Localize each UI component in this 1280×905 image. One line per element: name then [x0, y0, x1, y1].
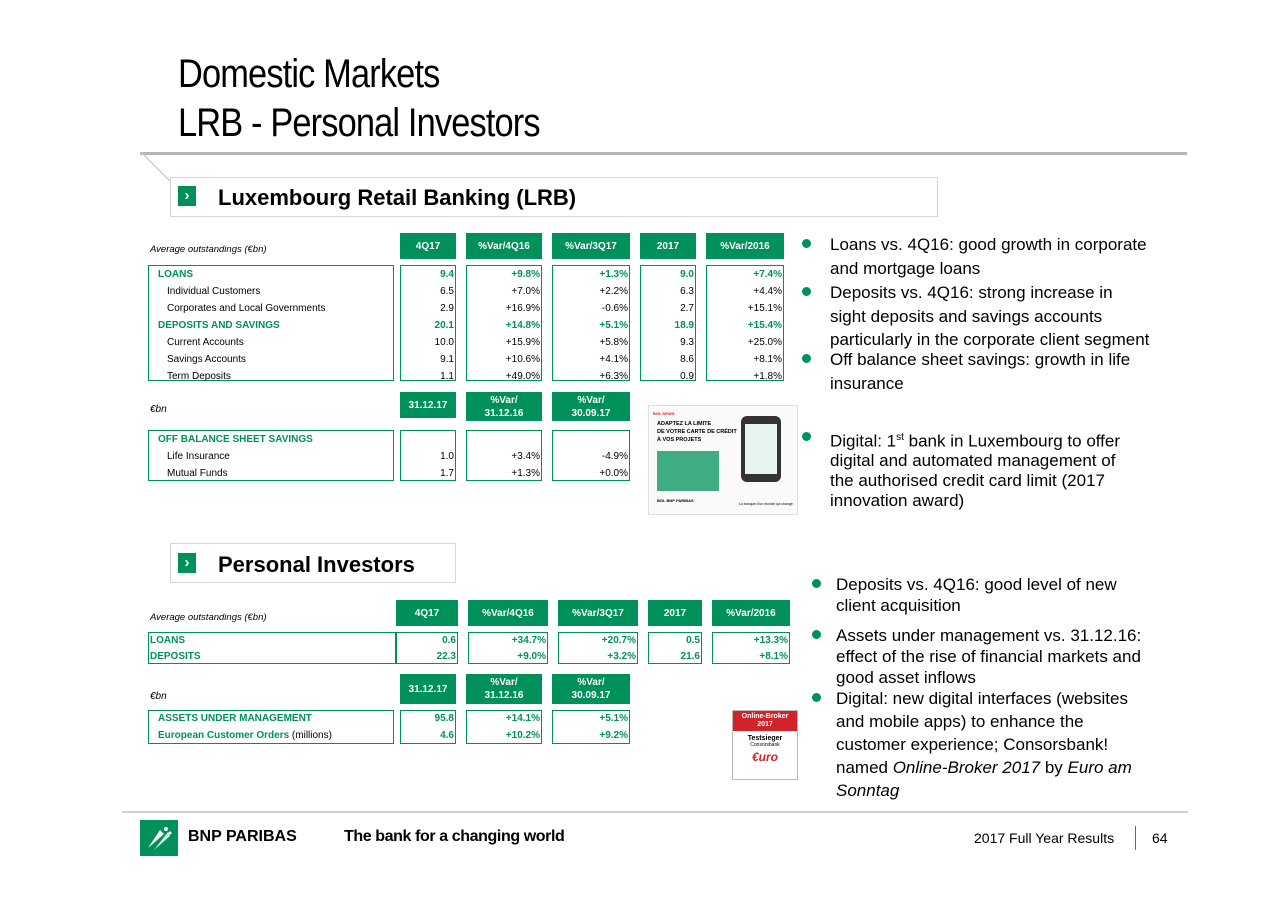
bullet-line: innovation award): [830, 491, 965, 510]
unit-label: €bn: [150, 404, 167, 415]
bullet-digital-named-end: Sonntag: [836, 781, 900, 800]
bullet-digital-named: [836, 756, 1132, 780]
table-cell: 1.0: [440, 451, 454, 462]
named-award: Online-Broker 2017: [892, 758, 1041, 777]
table-cell: [470, 431, 540, 448]
section1-title: Luxembourg Retail Banking (LRB): [218, 185, 577, 210]
table-cell: +49.0%: [505, 371, 540, 382]
bullet-line: the authorised credit card limit (2017: [830, 471, 1105, 490]
table-cell: 6.3: [680, 286, 694, 297]
table-cell: +9.8%: [511, 269, 540, 280]
ad-headline3: À VOS PROJETS: [657, 437, 702, 443]
table-cell: +8.1%: [753, 354, 782, 365]
col-header: %Var/3Q17: [552, 233, 630, 259]
table-cell: [558, 431, 628, 448]
bullet-dot: [812, 693, 821, 702]
bullet-line: effect of the rise of financial markets and: [836, 647, 1141, 666]
bullet-dot: [812, 579, 821, 588]
bullet-line: and mortgage loans: [830, 258, 981, 278]
col-header-top: %Var/: [490, 394, 518, 406]
footer-rule: [122, 811, 1188, 813]
col-header-top: %Var/: [577, 394, 605, 406]
table-cell: +1.3%: [599, 269, 628, 280]
table-cell: +5.1%: [599, 320, 628, 331]
table-row-label-text: European Customer Orders: [158, 730, 290, 741]
euro-logo: €uro: [751, 750, 778, 764]
bullet-dot: [802, 354, 811, 363]
bullet-dot: [802, 432, 811, 441]
chevron-right-icon: ›: [178, 186, 196, 206]
table-row-label: DEPOSITS: [150, 651, 201, 662]
table-row-label: Current Accounts: [167, 337, 244, 348]
title-rule: [140, 152, 1187, 155]
phone-image: [741, 416, 781, 482]
table-cell: +15.9%: [505, 337, 540, 348]
bullet-line: particularly in the corporate client segment: [830, 330, 1150, 349]
footer-page-number: 64: [1152, 830, 1168, 846]
col-header: %Var/4Q16: [466, 233, 542, 259]
table-cell: 20.1: [434, 320, 454, 331]
col-header: 2017: [648, 600, 702, 626]
table-cell: 9.1: [440, 354, 454, 365]
table-cell: 2.7: [680, 303, 694, 314]
bullet-line: Assets under management vs. 31.12.16:: [836, 626, 1142, 645]
avg-outstandings-label: Average outstandings (€bn): [150, 612, 267, 623]
table-cell: +9.0%: [517, 651, 546, 662]
table-cell: +15.1%: [747, 303, 782, 314]
table-row-label: Mutual Funds: [167, 468, 228, 479]
table-row-label-suffix: (millions): [289, 730, 332, 741]
table-cell: 0.5: [686, 635, 700, 646]
bullet-digital-line: Digital: new digital interfaces (websites: [836, 689, 1128, 708]
badge-line1: Online-Broker: [741, 713, 789, 720]
ad-text-block: [657, 451, 719, 491]
table-cell: 2.9: [440, 303, 454, 314]
ad-slogan: La banque d'un monde qui change: [739, 502, 793, 506]
col-header: [552, 392, 630, 421]
table-cell: 1.7: [440, 468, 454, 479]
table-row-label: LOANS: [150, 635, 185, 646]
col-header: %Var/4Q16: [468, 600, 548, 626]
col-header: 4Q17: [400, 233, 456, 259]
table-cell: 0.6: [442, 635, 456, 646]
table-row-label: Life Insurance: [167, 451, 230, 462]
bullet-line: good asset inflows: [836, 668, 976, 687]
table-cell: 9.3: [680, 337, 694, 348]
table-cell: 22.3: [436, 651, 456, 662]
table-cell: +9.2%: [599, 730, 628, 741]
table-cell: 95.8: [434, 713, 454, 724]
footer-brand: BNP PARIBAS: [188, 828, 297, 845]
phone-screen: [745, 424, 777, 474]
table-cell: 9.0: [680, 269, 694, 280]
table-cell: 18.9: [674, 320, 694, 331]
table-cell: +3.4%: [511, 451, 540, 462]
table-cell: +6.3%: [599, 371, 628, 382]
badge-line2: 2017: [757, 721, 773, 728]
bullet-line: digital and automated management of: [830, 451, 1116, 470]
table-cell: +20.7%: [601, 635, 636, 646]
table-cell: +14.1%: [505, 713, 540, 724]
col-header: [552, 674, 630, 704]
named-prefix: named: [836, 758, 893, 777]
online-broker-badge: [732, 710, 798, 780]
bullet-digital-first-line: [830, 426, 1120, 453]
ad-headline2: DE VOTRE CARTE DE CRÉDIT: [657, 429, 737, 435]
ad-brand: BGL BNP PARIBAS: [657, 498, 694, 503]
col-header: %Var/2016: [706, 233, 784, 259]
table-cell: +4.1%: [599, 354, 628, 365]
badge-line3: Testsieger: [747, 735, 783, 742]
col-header-bottom: 30.09.17: [571, 407, 611, 419]
table-cell: +7.4%: [753, 269, 782, 280]
footer-tagline: The bank for a changing world: [344, 828, 565, 845]
table-row-label: Corporates and Local Governments: [167, 303, 326, 314]
table-cell: +3.2%: [607, 651, 636, 662]
footer-divider: [1135, 826, 1136, 850]
chevron-right-icon: ›: [178, 553, 196, 573]
table-cell: +0.0%: [599, 468, 628, 479]
bullet-dot: [802, 239, 811, 248]
table-cell: +15.4%: [747, 320, 782, 331]
table-row-label: OFF BALANCE SHEET SAVINGS: [158, 434, 313, 445]
table-cell: 4.6: [440, 730, 454, 741]
table-row-label: LOANS: [158, 269, 193, 280]
ad-headline: [657, 420, 737, 444]
digital-prefix: Digital: 1: [830, 431, 897, 451]
bullet-line: Off balance sheet savings: growth in life: [830, 350, 1131, 369]
table-row-label: Term Deposits: [167, 371, 231, 382]
section2-title: Personal Investors: [218, 552, 415, 577]
digital-suffix: bank in Luxembourg to offer: [903, 431, 1121, 451]
table-cell: 1.1: [440, 371, 454, 382]
table-cell: [384, 431, 454, 448]
col-header-top: %Var/: [577, 677, 605, 688]
table-cell: +1.3%: [511, 468, 540, 479]
table-cell: 0.9: [680, 371, 694, 382]
table-cell: 9.4: [440, 269, 454, 280]
table-row-label-text: ASSETS UNDER MANAGEMENT: [158, 713, 312, 724]
bullet-line: sight deposits and savings accounts: [830, 306, 1103, 326]
footer-results: 2017 Full Year Results: [974, 830, 1115, 846]
page-title-line1: Domestic Markets: [178, 52, 440, 96]
bullet-line: Loans vs. 4Q16: good growth in corporate: [830, 235, 1147, 254]
digital-superscript: st: [896, 432, 904, 443]
bullet-digital-line: and mobile apps) to enhance the: [836, 712, 1084, 731]
table-row-label: Savings Accounts: [167, 354, 246, 365]
table-cell: 6.5: [440, 286, 454, 297]
table-cell: +14.8%: [505, 320, 540, 331]
ad-headline1: ADAPTEZ LA LIMITE: [657, 421, 712, 427]
col-header: %Var/3Q17: [558, 600, 638, 626]
col-header: %Var/2016: [712, 600, 790, 626]
table-cell: +4.4%: [753, 286, 782, 297]
bullet-dot: [802, 287, 811, 296]
col-header-bottom: 31.12.16: [484, 690, 524, 701]
col-header: 4Q17: [396, 600, 458, 626]
table-cell: -4.9%: [601, 451, 628, 462]
ad-tag: BGL NEWS: [653, 411, 675, 416]
table-cell: +2.2%: [599, 286, 628, 297]
bullet-line: Deposits vs. 4Q16: strong increase in: [830, 283, 1113, 302]
col-header-top: %Var/: [490, 677, 518, 688]
table-cell: +25.0%: [747, 337, 782, 348]
table-cell: +34.7%: [511, 635, 546, 646]
ad-image: [648, 405, 798, 515]
badge-header: [733, 711, 797, 731]
table-cell: 10.0: [434, 337, 454, 348]
bullet-line: insurance: [830, 373, 904, 393]
col-header-bottom: 30.09.17: [571, 690, 611, 701]
table-row-label: [158, 727, 332, 744]
table-cell: 8.6: [680, 354, 694, 365]
badge-line4: Consorsbank: [750, 742, 780, 748]
table-cell: +5.1%: [599, 713, 628, 724]
table-cell: +8.1%: [759, 651, 788, 662]
table-row-label: Individual Customers: [167, 286, 261, 297]
col-header-bottom: 31.12.16: [484, 407, 524, 419]
col-header: [466, 392, 542, 421]
table-cell: +13.3%: [753, 635, 788, 646]
col-header: 31.12.17: [400, 392, 456, 418]
table-cell: +10.2%: [505, 730, 540, 741]
table-row-label: DEPOSITS AND SAVINGS: [158, 320, 280, 331]
named-by: by: [1040, 758, 1068, 777]
bullet-line: client acquisition: [836, 596, 961, 615]
table-cell: +16.9%: [505, 303, 540, 314]
bullet-dot: [812, 630, 821, 639]
col-header: [466, 674, 542, 704]
table-cell: +10.6%: [505, 354, 540, 365]
table-cell: -0.6%: [601, 303, 628, 314]
table-cell: +1.8%: [753, 371, 782, 382]
named-publisher: Euro am: [1067, 758, 1132, 777]
table-row-label: [158, 710, 312, 727]
unit-label: €bn: [150, 691, 167, 702]
avg-outstandings-label: Average outstandings (€bn): [150, 244, 267, 255]
table-cell: +7.0%: [511, 286, 540, 297]
bnp-logo-icon: [140, 820, 178, 856]
table-cell: +5.8%: [599, 337, 628, 348]
bullet-line: Deposits vs. 4Q16: good level of new: [836, 575, 1117, 594]
bullet-digital-line: customer experience; Consorsbank!: [836, 735, 1109, 754]
page-title-line2: LRB - Personal Investors: [178, 101, 540, 145]
col-header: 31.12.17: [400, 674, 456, 704]
col-header: 2017: [640, 233, 696, 259]
table-cell: 21.6: [680, 651, 700, 662]
